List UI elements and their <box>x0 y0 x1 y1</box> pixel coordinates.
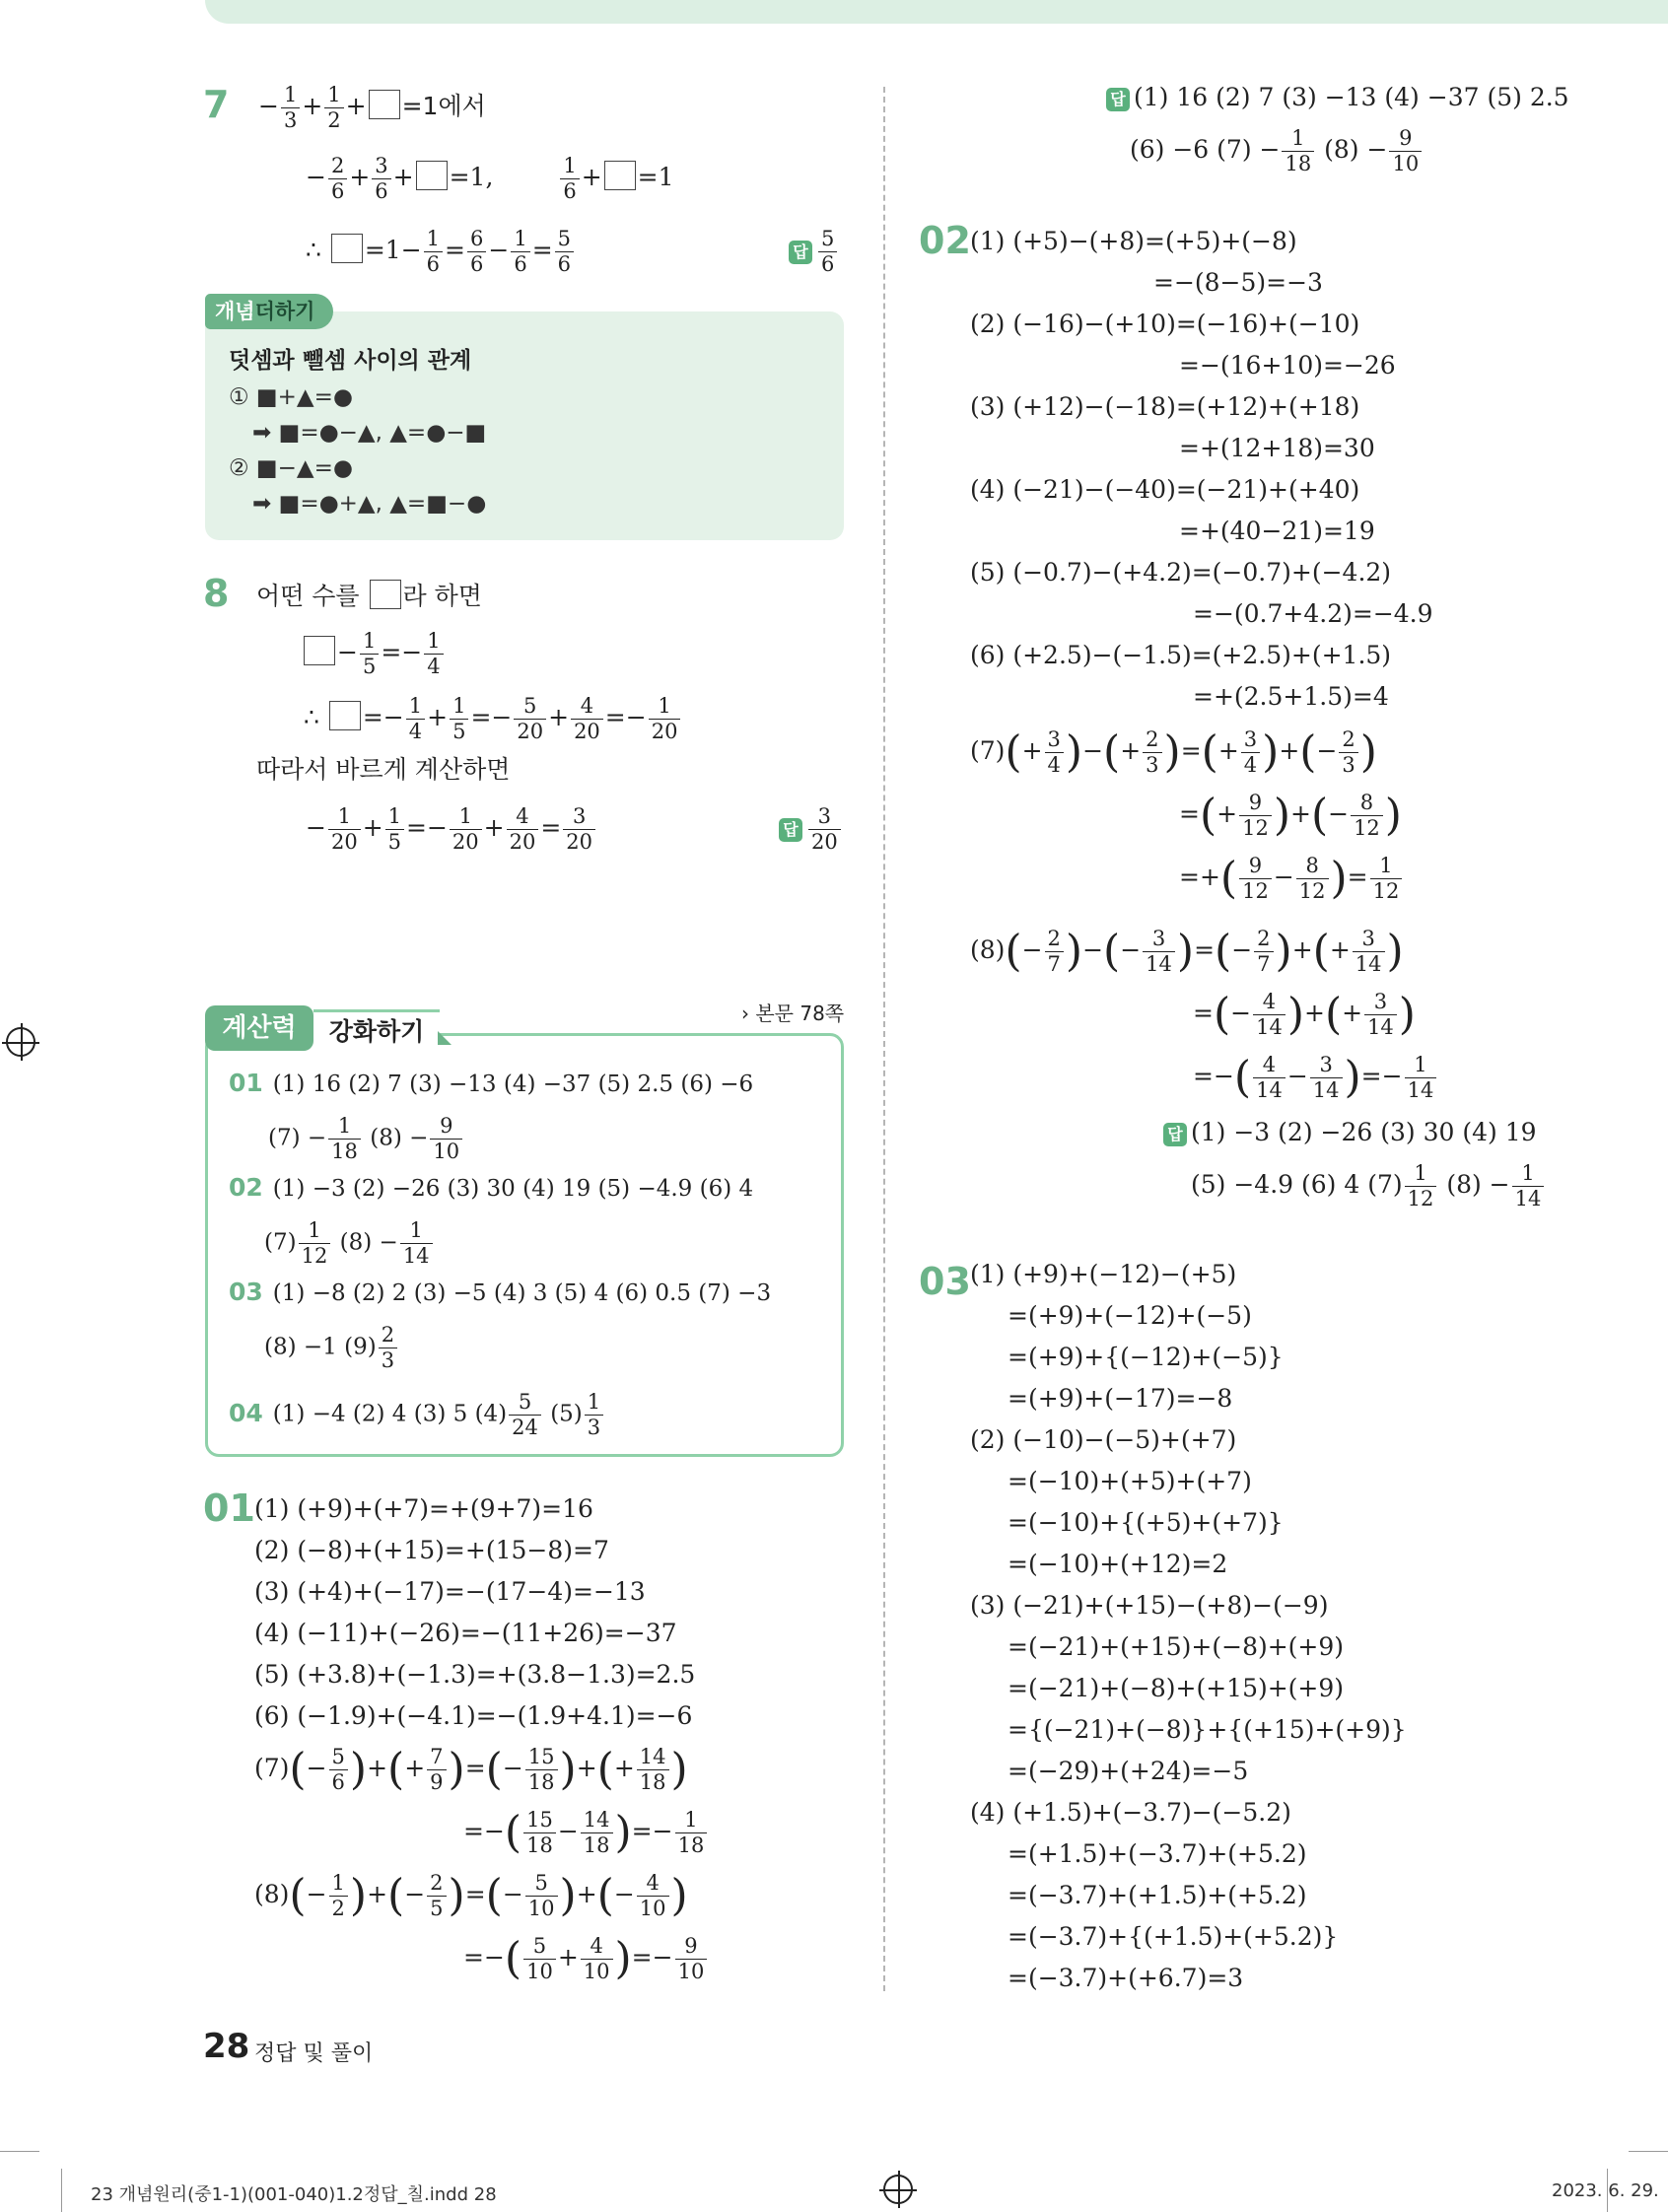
section-label: 정답 및 풀이 <box>254 2041 374 2066</box>
s02-line-2: =−(8−5)=−3 <box>1153 268 1323 297</box>
calc-row-01a: 01 (1) 16 (2) 7 (3) −13 (4) −37 (5) 2.5 (6) −6 <box>229 1069 754 1097</box>
s03-line-14: (4) (+1.5)+(−3.7)−(−5.2) <box>970 1798 1291 1827</box>
s02-line-8a: (8)(− $\frac{2}{7}$ )−(− $\frac{3}{14}$ )=(− $\frac{2}{7}$ )+(+ $\frac{3}{14}$ ) <box>970 926 1404 977</box>
solution-number-02: 02 <box>919 219 971 262</box>
s03-line-16: =(−3.7)+(+1.5)+(+5.2) <box>1008 1881 1307 1909</box>
registration-mark-icon <box>883 2175 913 2204</box>
concept-title: 덧셈과 뺄셈 사이의 관계 <box>229 348 472 374</box>
solution-number-01: 01 <box>203 1486 255 1530</box>
s02-line-8c: =−( $\frac{4}{14}$ − $\frac{3}{14}$ )=− $\frac{1}{14}$ <box>1193 1055 1438 1101</box>
calc-row-02a: 02 (1) −3 (2) −26 (3) 30 (4) 19 (5) −4.9 (6) 4 <box>229 1173 754 1202</box>
p8-line-5: − $\frac{1}{20}$ + $\frac{1}{5}$ =− $\frac{1}{20}$ + $\frac{4}{20}$ = $\frac{3}{20}$ <box>306 806 597 853</box>
s03-line-7: =(−10)+{(+5)+(+7)} <box>1008 1508 1284 1537</box>
blank-box <box>329 701 361 730</box>
p8-answer: 답 $\frac{3}{20}$ <box>779 806 843 853</box>
calc-row-01b: (7) − $\frac{1}{18}$ (8) − $\frac{9}{10}$ <box>268 1116 464 1162</box>
answer-badge: 답 <box>1106 88 1130 111</box>
s01-answer-line-1: 답 (1) 16 (2) 7 (3) −13 (4) −37 (5) 2.5 <box>1106 85 1569 111</box>
s01-line-5: (5) (+3.8)+(−1.3)=+(3.8−1.3)=2.5 <box>254 1660 696 1689</box>
top-decorative-band <box>205 0 1668 24</box>
s02-line-7b: =(+ $\frac{9}{12}$ )+(− $\frac{8}{12}$ ) <box>1179 790 1402 841</box>
page-reference: › 본문 78쪽 <box>741 1002 845 1025</box>
p8-intro: 어떤 수를 라 하면 <box>256 582 482 610</box>
s02-line-10: =−(0.7+4.2)=−4.9 <box>1193 599 1433 628</box>
s03-line-3: =(+9)+{(−12)+(−5)} <box>1008 1343 1284 1371</box>
column-divider <box>883 87 885 1991</box>
s03-line-15: =(+1.5)+(−3.7)+(+5.2) <box>1008 1839 1307 1868</box>
s02-line-9: (5) (−0.7)−(+4.2)=(−0.7)+(−4.2) <box>970 558 1392 587</box>
s03-line-1: (1) (+9)+(−12)−(+5) <box>970 1260 1237 1288</box>
p8-line-2: − $\frac{1}{5}$ =− $\frac{1}{4}$ <box>302 631 446 677</box>
s02-line-11: (6) (+2.5)−(−1.5)=(+2.5)+(+1.5) <box>970 641 1392 669</box>
s02-answer-line-1: 답 (1) −3 (2) −26 (3) 30 (4) 19 <box>1163 1120 1537 1146</box>
s03-line-18: =(−3.7)+(+6.7)=3 <box>1008 1964 1244 1992</box>
concept-line-1: ① ■+▲=● <box>229 384 353 410</box>
calc-row-02b: (7) $\frac{1}{12}$ (8) − $\frac{1}{14}$ <box>264 1220 435 1267</box>
calc-tag: 계산력 강화하기 <box>205 1005 450 1051</box>
calc-row-03a: 03 (1) −8 (2) 2 (3) −5 (4) 3 (5) 4 (6) 0.5 (7) −3 <box>229 1278 772 1306</box>
s02-line-7a: (7)(+ $\frac{3}{4}$ )−(+ $\frac{2}{3}$ )=(+ $\frac{3}{4}$ )+(− $\frac{2}{3}$ ) <box>970 726 1377 778</box>
p7-line-1: − $\frac{1}{3}$ + $\frac{1}{2}$ + =1에서 <box>258 83 486 132</box>
s01-line-1: (1) (+9)+(+7)=+(9+7)=16 <box>254 1494 593 1523</box>
file-slug: 23 개념원리(중1-1)(001-040)1.2정답_칠.indd 28 <box>91 2184 497 2205</box>
solution-number-03: 03 <box>919 1260 971 1303</box>
s02-line-4: =−(16+10)=−26 <box>1179 351 1396 380</box>
blank-box <box>304 636 335 665</box>
s03-line-11: =(−21)+(−8)+(+15)+(+9) <box>1008 1674 1345 1702</box>
s01-line-3: (3) (+4)+(−17)=−(17−4)=−13 <box>254 1577 646 1606</box>
s03-line-5: (2) (−10)−(−5)+(+7) <box>970 1425 1237 1454</box>
s01-line-7b: =−( $\frac{15}{18}$ − $\frac{14}{18}$ )=− $\frac{1}{18}$ <box>463 1810 709 1856</box>
s02-line-7c: =+( $\frac{9}{12}$ − $\frac{8}{12}$ )= $\frac{1}{12}$ <box>1179 856 1404 902</box>
s01-answer-line-2: (6) −6 (7) − $\frac{1}{18}$ (8) − $\frac{9}{10}$ <box>1130 128 1424 174</box>
s02-line-7: (4) (−21)−(−40)=(−21)+(+40) <box>970 475 1360 504</box>
blank-box <box>416 161 448 190</box>
p7-line-2: − $\frac{2}{6}$ + $\frac{3}{6}$ + =1, $\frac{1}{6}$ + =1 <box>306 154 674 203</box>
p7-line-3: ∴ =1− $\frac{1}{6}$ = $\frac{6}{6}$ − $\frac{1}{6}$ = $\frac{5}{6}$ <box>306 229 576 275</box>
calc-row-03b: (8) −1 (9) $\frac{2}{3}$ <box>264 1325 399 1371</box>
s02-line-6: =+(12+18)=30 <box>1179 434 1375 462</box>
s02-line-5: (3) (+12)−(−18)=(+12)+(+18) <box>970 392 1360 421</box>
blank-box <box>369 90 400 119</box>
s02-line-3: (2) (−16)−(+10)=(−16)+(−10) <box>970 310 1360 338</box>
s01-line-8b: =−( $\frac{5}{10}$ + $\frac{4}{10}$ )=− $\frac{9}{10}$ <box>463 1936 709 1982</box>
problem-number-7: 7 <box>203 83 230 126</box>
s03-line-4: =(+9)+(−17)=−8 <box>1008 1384 1233 1413</box>
s03-line-2: =(+9)+(−12)+(−5) <box>1008 1301 1252 1330</box>
s02-answer-line-2: (5) −4.9 (6) 4 (7) $\frac{1}{12}$ (8) − $\frac{1}{14}$ <box>1191 1163 1546 1210</box>
s03-line-8: =(−10)+(+12)=2 <box>1008 1550 1228 1578</box>
p8-line-4: 따라서 바르게 계산하면 <box>256 755 511 784</box>
concept-line-4: ➡ ■=●+▲, ▲=■−● <box>252 491 487 517</box>
blank-box <box>331 234 363 263</box>
concept-line-3: ② ■−▲=● <box>229 455 353 481</box>
s03-line-13: =(−29)+(+24)=−5 <box>1008 1757 1249 1785</box>
s01-line-4: (4) (−11)+(−26)=−(11+26)=−37 <box>254 1619 677 1647</box>
print-date: 2023. 6. 29. <box>1552 2180 1659 2201</box>
answer-badge: 답 <box>779 818 802 842</box>
s01-line-2: (2) (−8)+(+15)=+(15−8)=7 <box>254 1536 609 1564</box>
answer-badge: 답 <box>789 241 812 264</box>
crop-mark <box>61 2169 62 2212</box>
answer-badge: 답 <box>1163 1123 1187 1146</box>
concept-line-2: ➡ ■=●−▲, ▲=●−■ <box>252 420 487 446</box>
s01-line-7a: (7)(− $\frac{5}{6}$ )+(+ $\frac{7}{9}$ )=(− $\frac{15}{18}$ )+(+ $\frac{14}{18}$ ) <box>254 1744 688 1795</box>
s03-line-10: =(−21)+(+15)+(−8)+(+9) <box>1008 1632 1345 1661</box>
crop-mark <box>1629 2151 1668 2152</box>
s03-line-9: (3) (−21)+(+15)−(+8)−(−9) <box>970 1591 1329 1620</box>
page-number: 28 <box>203 2027 250 2066</box>
concept-tag: 개념더하기 <box>205 294 333 329</box>
s03-line-6: =(−10)+(+5)+(+7) <box>1008 1467 1252 1495</box>
blank-box <box>370 580 401 609</box>
p7-answer: 답 $\frac{5}{6}$ <box>789 229 839 275</box>
s02-line-8b: =(− $\frac{4}{14}$ )+(+ $\frac{3}{14}$ ) <box>1193 989 1416 1040</box>
s02-line-8: =+(40−21)=19 <box>1179 517 1375 545</box>
problem-number-8: 8 <box>203 572 230 615</box>
calc-row-04: 04 (1) −4 (2) 4 (3) 5 (4) $\frac{5}{24}$ (5) $\frac{1}{3}$ <box>229 1392 605 1438</box>
blank-box <box>604 161 636 190</box>
s03-line-17: =(−3.7)+{(+1.5)+(+5.2)} <box>1008 1922 1339 1951</box>
s02-line-12: =+(2.5+1.5)=4 <box>1193 682 1389 711</box>
s03-line-12: ={(−21)+(−8)}+{(+15)+(+9)} <box>1008 1715 1407 1744</box>
p8-line-3: ∴ =− $\frac{1}{4}$ + $\frac{1}{5}$ =− $\frac{5}{20}$ + $\frac{4}{20}$ =− $\frac{1}{20}$ <box>304 696 682 742</box>
registration-mark-icon <box>6 1027 35 1057</box>
crop-mark <box>0 2151 39 2152</box>
s01-line-8a: (8)(− $\frac{1}{2}$ )+(− $\frac{2}{5}$ )=(− $\frac{5}{10}$ )+(− $\frac{4}{10}$ ) <box>254 1870 688 1921</box>
s02-line-1: (1) (+5)−(+8)=(+5)+(−8) <box>970 227 1297 255</box>
s01-line-6: (6) (−1.9)+(−4.1)=−(1.9+4.1)=−6 <box>254 1701 693 1730</box>
